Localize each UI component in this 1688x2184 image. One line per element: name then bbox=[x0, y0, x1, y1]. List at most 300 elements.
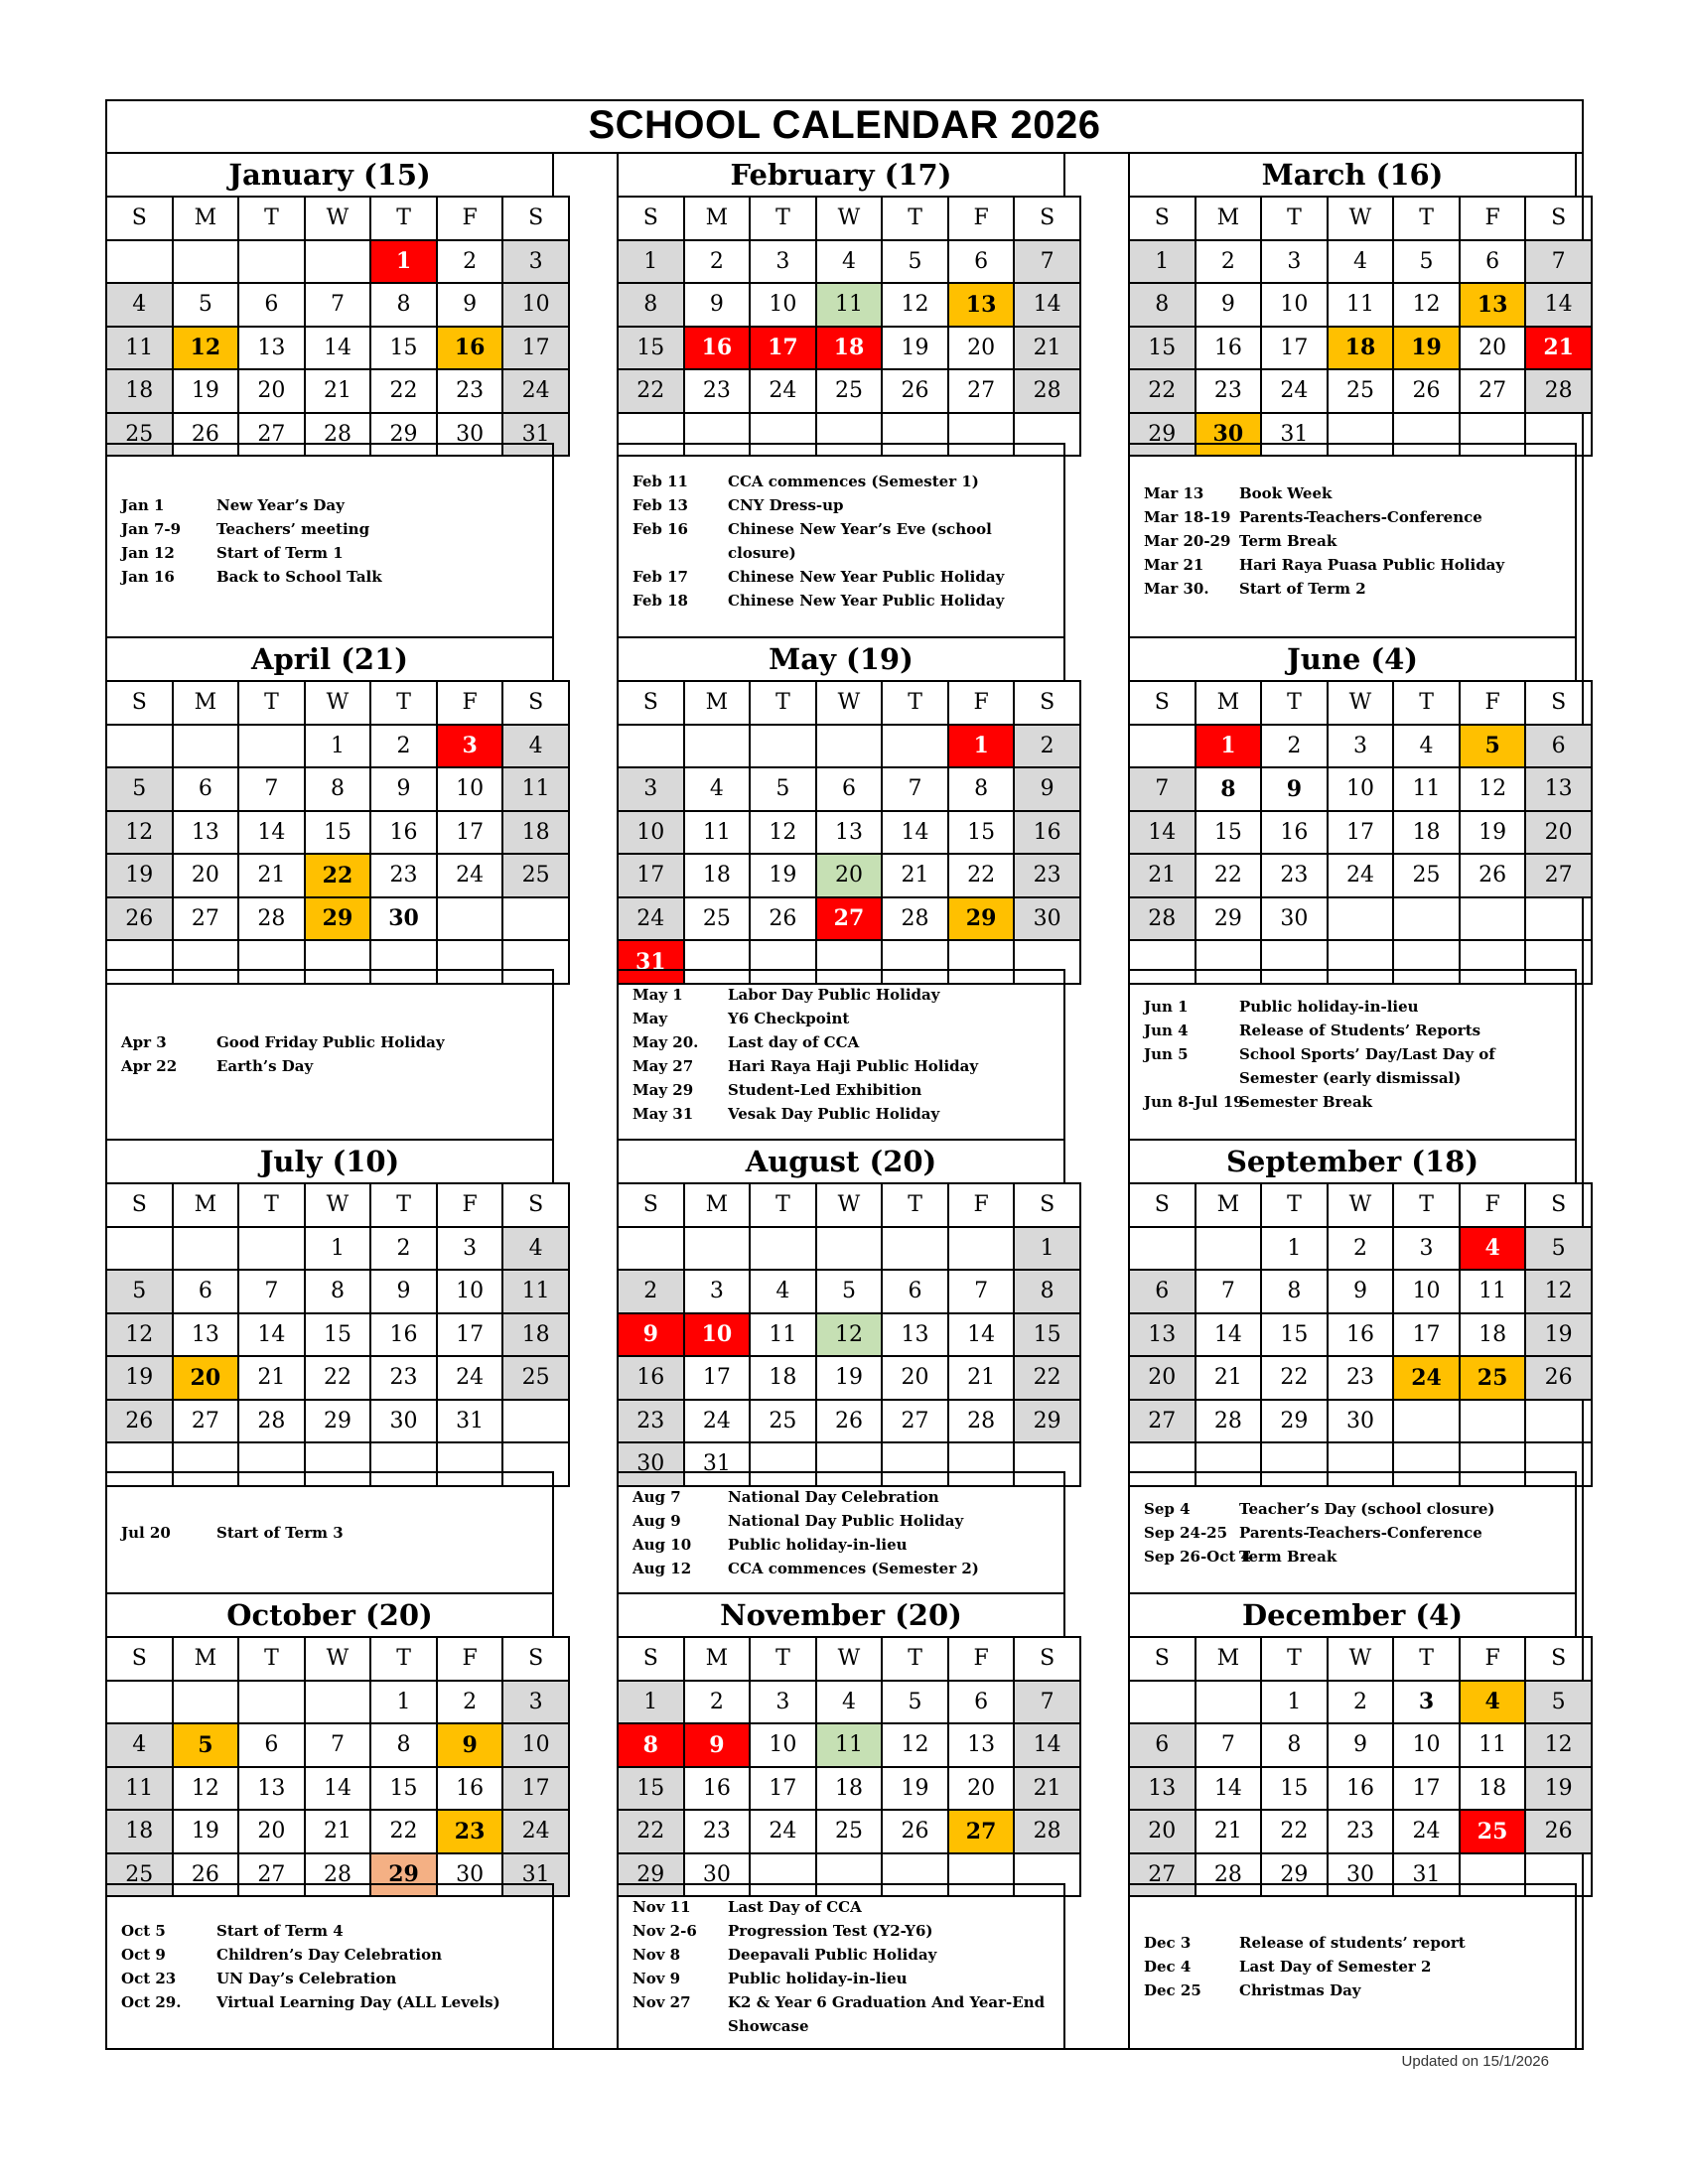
day-cell: 12 bbox=[173, 327, 239, 370]
day-cell: 30 bbox=[684, 1853, 751, 1897]
day-cell: 19 bbox=[173, 1810, 239, 1853]
note-text: K2 & Year 6 Graduation And Year-End Showcase bbox=[728, 1993, 1046, 2035]
note-item bbox=[1130, 1090, 1575, 1114]
day-cell: 31 bbox=[502, 413, 569, 457]
day-cell: 25 bbox=[750, 1400, 816, 1443]
note-item bbox=[619, 1485, 1063, 1509]
month-header: October (20) bbox=[105, 1594, 554, 1638]
day-cell: 19 bbox=[882, 327, 948, 370]
note-item bbox=[619, 1533, 1063, 1557]
weekday-label: S bbox=[1525, 1183, 1592, 1227]
day-cell: 7 bbox=[882, 767, 948, 811]
day-cell: 5 bbox=[1525, 1227, 1592, 1271]
note-date: Feb 13 bbox=[633, 495, 688, 514]
month-grid bbox=[1128, 196, 1593, 457]
day-cell: 15 bbox=[618, 327, 684, 370]
note-text: Parents-Teachers-Conference bbox=[1239, 507, 1482, 526]
note-item bbox=[1130, 1019, 1575, 1042]
day-cell: 30 bbox=[437, 413, 503, 457]
note-item bbox=[619, 1030, 1063, 1054]
day-cell: 30 bbox=[437, 1853, 503, 1897]
day-cell: 4 bbox=[106, 1723, 173, 1767]
day-cell: 11 bbox=[502, 767, 569, 811]
day-cell: 14 bbox=[1525, 283, 1592, 327]
day-cell: 12 bbox=[816, 1313, 883, 1357]
note-text: Start of Term 1 bbox=[216, 543, 344, 562]
day-cell: 5 bbox=[882, 240, 948, 284]
day-cell: 5 bbox=[750, 767, 816, 811]
day-cell: 27 bbox=[1129, 1853, 1196, 1897]
note-text: Children’s Day Celebration bbox=[216, 1946, 443, 1964]
day-cell: 21 bbox=[238, 854, 305, 897]
day-cell: 1 bbox=[370, 1681, 437, 1724]
weekday-label: W bbox=[305, 681, 371, 725]
weekday-label: S bbox=[1129, 681, 1196, 725]
day-cell: 8 bbox=[305, 1270, 371, 1313]
month-header: January (15) bbox=[105, 154, 554, 198]
day-cell: 17 bbox=[502, 1767, 569, 1811]
note-date: Oct 29. bbox=[121, 1993, 182, 2011]
month-notes bbox=[105, 1471, 554, 1595]
weekday-label: T bbox=[1393, 1183, 1460, 1227]
day-cell: 9 bbox=[1328, 1270, 1394, 1313]
day-cell: 28 bbox=[1014, 369, 1080, 413]
note-date: Jun 8-Jul 19 bbox=[1144, 1093, 1244, 1112]
note-date: May 1 bbox=[633, 986, 683, 1005]
note-text: UN Day’s Celebration bbox=[216, 1970, 397, 1987]
note-date: Aug 10 bbox=[633, 1535, 692, 1554]
note-date: May 20. bbox=[633, 1033, 699, 1052]
day-cell: 20 bbox=[1460, 327, 1526, 370]
weekday-label: F bbox=[948, 197, 1015, 240]
day-cell: 18 bbox=[106, 369, 173, 413]
month-header: April (21) bbox=[105, 638, 554, 682]
month-grid bbox=[1128, 1182, 1593, 1487]
day-cell: 19 bbox=[1460, 811, 1526, 855]
weekday-label: M bbox=[1196, 197, 1262, 240]
note-text: CCA commences (Semester 2) bbox=[728, 1559, 979, 1577]
weekday-label: M bbox=[684, 1637, 751, 1681]
day-cell: 17 bbox=[618, 854, 684, 897]
weekday-label: W bbox=[1328, 197, 1394, 240]
page-title: SCHOOL CALENDAR 2026 bbox=[588, 103, 1101, 147]
day-cell: 12 bbox=[750, 811, 816, 855]
day-cell: 14 bbox=[305, 1767, 371, 1811]
note-date: Feb 11 bbox=[633, 472, 688, 490]
day-cell: 2 bbox=[1328, 1227, 1394, 1271]
empty-cell bbox=[238, 1227, 305, 1271]
day-cell: 5 bbox=[173, 283, 239, 327]
day-cell: 21 bbox=[1129, 854, 1196, 897]
note-text: Start of Term 3 bbox=[216, 1523, 344, 1542]
weekday-label: T bbox=[1261, 1183, 1328, 1227]
day-cell: 30 bbox=[1261, 897, 1328, 941]
note-date: Apr 22 bbox=[121, 1057, 178, 1076]
day-cell: 9 bbox=[618, 1313, 684, 1357]
day-cell: 26 bbox=[1525, 1356, 1592, 1400]
empty-cell bbox=[437, 897, 503, 941]
day-cell: 22 bbox=[618, 369, 684, 413]
day-cell: 8 bbox=[618, 283, 684, 327]
note-item bbox=[1130, 481, 1575, 505]
weekday-label: T bbox=[1261, 681, 1328, 725]
weekday-label: F bbox=[437, 681, 503, 725]
day-cell: 6 bbox=[1460, 240, 1526, 284]
note-item bbox=[619, 1007, 1063, 1030]
day-cell: 9 bbox=[437, 1723, 503, 1767]
day-cell: 21 bbox=[1014, 1767, 1080, 1811]
day-cell: 28 bbox=[948, 1400, 1015, 1443]
day-cell: 13 bbox=[238, 1767, 305, 1811]
note-item bbox=[107, 541, 552, 565]
day-cell: 21 bbox=[1196, 1356, 1262, 1400]
empty-cell bbox=[882, 725, 948, 768]
day-cell: 22 bbox=[370, 1810, 437, 1853]
empty-cell bbox=[1460, 1400, 1526, 1443]
weekday-label: T bbox=[1393, 681, 1460, 725]
day-cell: 29 bbox=[948, 897, 1015, 941]
updated-note: Updated on 15/1/2026 bbox=[1401, 2053, 1549, 2070]
day-cell: 8 bbox=[1261, 1723, 1328, 1767]
note-text: Labor Day Public Holiday bbox=[728, 986, 940, 1005]
day-cell: 30 bbox=[618, 1442, 684, 1486]
month-notes bbox=[1128, 969, 1577, 1142]
note-text: Christmas Day bbox=[1239, 1981, 1361, 1999]
day-cell: 20 bbox=[948, 1767, 1015, 1811]
day-cell: 24 bbox=[684, 1400, 751, 1443]
weekday-label: W bbox=[816, 681, 883, 725]
weekday-label: S bbox=[618, 1183, 684, 1227]
day-cell: 3 bbox=[502, 1681, 569, 1724]
day-cell: 11 bbox=[1393, 767, 1460, 811]
day-cell: 17 bbox=[1328, 811, 1394, 855]
weekday-label: M bbox=[684, 1183, 751, 1227]
day-cell: 23 bbox=[1261, 854, 1328, 897]
day-cell: 27 bbox=[238, 413, 305, 457]
day-cell: 15 bbox=[1014, 1313, 1080, 1357]
day-cell: 10 bbox=[502, 283, 569, 327]
day-cell: 12 bbox=[1460, 767, 1526, 811]
weekday-label: M bbox=[173, 681, 239, 725]
month-header: February (17) bbox=[617, 154, 1065, 198]
month-notes bbox=[1128, 1471, 1577, 1595]
day-cell: 26 bbox=[1525, 1810, 1592, 1853]
day-cell: 10 bbox=[618, 811, 684, 855]
day-cell: 3 bbox=[502, 240, 569, 284]
day-cell: 4 bbox=[1460, 1681, 1526, 1724]
note-date: Mar 21 bbox=[1144, 555, 1204, 574]
weekday-label: T bbox=[1261, 197, 1328, 240]
weekday-label: T bbox=[882, 681, 948, 725]
empty-cell bbox=[1525, 1400, 1592, 1443]
day-cell: 27 bbox=[173, 1400, 239, 1443]
weekday-label: T bbox=[238, 197, 305, 240]
month-notes bbox=[105, 969, 554, 1142]
day-cell: 6 bbox=[173, 1270, 239, 1313]
note-item bbox=[619, 1102, 1063, 1126]
day-cell: 4 bbox=[106, 283, 173, 327]
weekday-label: M bbox=[1196, 1637, 1262, 1681]
day-cell: 26 bbox=[882, 369, 948, 413]
weekday-label: S bbox=[502, 681, 569, 725]
note-date: Jan 1 bbox=[121, 495, 165, 514]
note-text: Y6 Checkpoint bbox=[728, 1010, 850, 1028]
weekday-label: T bbox=[1261, 1637, 1328, 1681]
day-cell: 2 bbox=[684, 1681, 751, 1724]
day-cell: 2 bbox=[370, 1227, 437, 1271]
note-text: Last Day of Semester 2 bbox=[1239, 1958, 1432, 1976]
weekday-label: W bbox=[1328, 1183, 1394, 1227]
note-text: Hari Raya Puasa Public Holiday bbox=[1239, 555, 1505, 574]
weekday-label: T bbox=[370, 197, 437, 240]
day-cell: 11 bbox=[1460, 1723, 1526, 1767]
day-cell: 26 bbox=[106, 897, 173, 941]
weekday-label: F bbox=[1460, 197, 1526, 240]
day-cell: 18 bbox=[1460, 1767, 1526, 1811]
weekday-label: S bbox=[106, 197, 173, 240]
note-text: Chinese New Year’s Eve (school closure) bbox=[728, 519, 992, 562]
day-cell: 23 bbox=[1328, 1356, 1394, 1400]
note-text: Earth’s Day bbox=[216, 1057, 314, 1076]
month-grid bbox=[617, 1182, 1081, 1487]
day-cell: 14 bbox=[305, 327, 371, 370]
day-cell: 8 bbox=[1261, 1270, 1328, 1313]
day-cell: 11 bbox=[684, 811, 751, 855]
note-text: Release of students’ report bbox=[1239, 1934, 1466, 1952]
note-date: May 29 bbox=[633, 1081, 694, 1100]
day-cell: 4 bbox=[502, 1227, 569, 1271]
weekday-label: S bbox=[1014, 681, 1080, 725]
day-cell: 27 bbox=[238, 1853, 305, 1897]
day-cell: 4 bbox=[1460, 1227, 1526, 1271]
day-cell: 7 bbox=[1196, 1723, 1262, 1767]
day-cell: 22 bbox=[1129, 369, 1196, 413]
day-cell: 1 bbox=[1014, 1227, 1080, 1271]
weekday-label: M bbox=[173, 197, 239, 240]
day-cell: 14 bbox=[1196, 1313, 1262, 1357]
day-cell: 13 bbox=[238, 327, 305, 370]
note-date: Aug 7 bbox=[633, 1487, 681, 1506]
month-notes bbox=[1128, 443, 1577, 638]
day-cell: 20 bbox=[173, 1356, 239, 1400]
note-text: Term Break bbox=[1239, 1547, 1337, 1566]
day-cell: 14 bbox=[238, 811, 305, 855]
day-cell: 7 bbox=[238, 767, 305, 811]
empty-cell bbox=[305, 240, 371, 284]
day-cell: 13 bbox=[1129, 1767, 1196, 1811]
day-cell: 19 bbox=[750, 854, 816, 897]
day-cell: 17 bbox=[750, 327, 816, 370]
note-item bbox=[1130, 553, 1575, 577]
empty-cell bbox=[750, 1227, 816, 1271]
weekday-label: F bbox=[1460, 1637, 1526, 1681]
empty-cell bbox=[238, 240, 305, 284]
note-text: Teacher’s Day (school closure) bbox=[1239, 1499, 1495, 1518]
weekday-label: T bbox=[238, 681, 305, 725]
day-cell: 15 bbox=[305, 811, 371, 855]
month-header: June (4) bbox=[1128, 638, 1577, 682]
day-cell: 31 bbox=[618, 940, 684, 984]
day-cell: 13 bbox=[1460, 283, 1526, 327]
day-cell: 30 bbox=[370, 897, 437, 941]
day-cell: 7 bbox=[238, 1270, 305, 1313]
day-cell: 21 bbox=[1196, 1810, 1262, 1853]
day-cell: 28 bbox=[238, 1400, 305, 1443]
day-cell: 28 bbox=[1525, 369, 1592, 413]
note-text: Deepavali Public Holiday bbox=[728, 1946, 937, 1964]
day-cell: 2 bbox=[1014, 725, 1080, 768]
note-date: Jan 7-9 bbox=[121, 519, 182, 538]
day-cell: 13 bbox=[173, 811, 239, 855]
note-date: Nov 8 bbox=[633, 1946, 681, 1964]
empty-cell bbox=[882, 1227, 948, 1271]
month-grid bbox=[617, 1636, 1081, 1897]
day-cell: 1 bbox=[1261, 1227, 1328, 1271]
day-cell: 12 bbox=[173, 1767, 239, 1811]
note-date: Mar 20-29 bbox=[1144, 531, 1231, 550]
day-cell: 30 bbox=[1196, 413, 1262, 457]
weekday-label: T bbox=[370, 1637, 437, 1681]
day-cell: 14 bbox=[948, 1313, 1015, 1357]
day-cell: 18 bbox=[502, 811, 569, 855]
day-cell: 23 bbox=[370, 1356, 437, 1400]
month-header: August (20) bbox=[617, 1141, 1065, 1184]
day-cell: 24 bbox=[502, 1810, 569, 1853]
day-cell: 8 bbox=[618, 1723, 684, 1767]
day-cell: 13 bbox=[1525, 767, 1592, 811]
day-cell: 2 bbox=[437, 1681, 503, 1724]
day-cell: 25 bbox=[106, 413, 173, 457]
day-cell: 6 bbox=[1129, 1723, 1196, 1767]
day-cell: 22 bbox=[305, 1356, 371, 1400]
note-item bbox=[619, 517, 1063, 565]
day-cell: 15 bbox=[1261, 1767, 1328, 1811]
weekday-label: S bbox=[1014, 1637, 1080, 1681]
day-cell: 18 bbox=[816, 327, 883, 370]
day-cell: 31 bbox=[437, 1400, 503, 1443]
day-cell: 15 bbox=[370, 327, 437, 370]
day-cell: 10 bbox=[502, 1723, 569, 1767]
day-cell: 13 bbox=[1129, 1313, 1196, 1357]
note-date: Jun 5 bbox=[1144, 1045, 1189, 1064]
note-item bbox=[619, 1919, 1063, 1943]
day-cell: 30 bbox=[370, 1400, 437, 1443]
day-cell: 8 bbox=[370, 1723, 437, 1767]
note-text: Last day of CCA bbox=[728, 1033, 860, 1052]
day-cell: 16 bbox=[1328, 1767, 1394, 1811]
day-cell: 10 bbox=[750, 1723, 816, 1767]
note-item bbox=[1130, 529, 1575, 553]
day-cell: 15 bbox=[370, 1767, 437, 1811]
day-cell: 3 bbox=[437, 1227, 503, 1271]
day-cell: 2 bbox=[684, 240, 751, 284]
day-cell: 1 bbox=[305, 1227, 371, 1271]
month-grid bbox=[105, 196, 570, 457]
empty-cell bbox=[106, 1681, 173, 1724]
weekday-label: F bbox=[437, 1637, 503, 1681]
day-cell: 7 bbox=[1129, 767, 1196, 811]
empty-cell bbox=[106, 240, 173, 284]
day-cell: 22 bbox=[1196, 854, 1262, 897]
day-cell: 2 bbox=[1328, 1681, 1394, 1724]
weekday-label: S bbox=[106, 681, 173, 725]
note-text: Term Break bbox=[1239, 531, 1337, 550]
day-cell: 16 bbox=[370, 811, 437, 855]
note-item bbox=[619, 470, 1063, 493]
day-cell: 16 bbox=[1014, 811, 1080, 855]
day-cell: 13 bbox=[948, 1723, 1015, 1767]
note-text: Public holiday-in-lieu bbox=[728, 1535, 908, 1554]
day-cell: 29 bbox=[305, 897, 371, 941]
day-cell: 18 bbox=[684, 854, 751, 897]
empty-cell bbox=[1129, 1681, 1196, 1724]
day-cell: 19 bbox=[1393, 327, 1460, 370]
day-cell: 21 bbox=[305, 369, 371, 413]
note-text: Semester Break bbox=[1239, 1093, 1373, 1112]
empty-cell bbox=[1328, 897, 1394, 941]
day-cell: 23 bbox=[1328, 1810, 1394, 1853]
day-cell: 11 bbox=[1460, 1270, 1526, 1313]
note-date: Jun 1 bbox=[1144, 998, 1189, 1017]
empty-cell bbox=[173, 1227, 239, 1271]
day-cell: 7 bbox=[305, 283, 371, 327]
note-date: Mar 30. bbox=[1144, 579, 1209, 598]
day-cell: 21 bbox=[305, 1810, 371, 1853]
day-cell: 22 bbox=[1014, 1356, 1080, 1400]
month-grid bbox=[105, 1636, 570, 1897]
weekday-label: T bbox=[1393, 1637, 1460, 1681]
day-cell: 29 bbox=[1196, 897, 1262, 941]
note-item bbox=[1130, 995, 1575, 1019]
day-cell: 23 bbox=[370, 854, 437, 897]
day-cell: 16 bbox=[1196, 327, 1262, 370]
day-cell: 10 bbox=[750, 283, 816, 327]
weekday-label: S bbox=[1014, 1183, 1080, 1227]
day-cell: 9 bbox=[370, 767, 437, 811]
empty-cell bbox=[1393, 897, 1460, 941]
weekday-label: T bbox=[238, 1183, 305, 1227]
day-cell: 7 bbox=[1014, 240, 1080, 284]
day-cell: 13 bbox=[882, 1313, 948, 1357]
weekday-label: W bbox=[1328, 681, 1394, 725]
note-item bbox=[107, 1943, 552, 1967]
day-cell: 12 bbox=[882, 1723, 948, 1767]
day-cell: 16 bbox=[684, 327, 751, 370]
day-cell: 17 bbox=[437, 811, 503, 855]
empty-cell bbox=[173, 240, 239, 284]
note-item bbox=[1130, 1497, 1575, 1521]
note-date: May 31 bbox=[633, 1105, 694, 1124]
day-cell: 30 bbox=[1328, 1400, 1394, 1443]
note-item bbox=[1130, 577, 1575, 601]
day-cell: 14 bbox=[1129, 811, 1196, 855]
day-cell: 29 bbox=[1261, 1400, 1328, 1443]
note-text: Back to School Talk bbox=[216, 567, 382, 586]
note-date: Dec 4 bbox=[1144, 1958, 1192, 1976]
day-cell: 24 bbox=[1328, 854, 1394, 897]
weekday-label: S bbox=[1525, 197, 1592, 240]
note-item bbox=[619, 1895, 1063, 1919]
note-item bbox=[619, 1990, 1063, 2038]
day-cell: 21 bbox=[1525, 327, 1592, 370]
note-date: Mar 18-19 bbox=[1144, 507, 1231, 526]
month-grid bbox=[617, 680, 1081, 985]
day-cell: 7 bbox=[1525, 240, 1592, 284]
day-cell: 2 bbox=[618, 1270, 684, 1313]
weekday-label: T bbox=[882, 197, 948, 240]
day-cell: 22 bbox=[1261, 1356, 1328, 1400]
day-cell: 28 bbox=[238, 897, 305, 941]
